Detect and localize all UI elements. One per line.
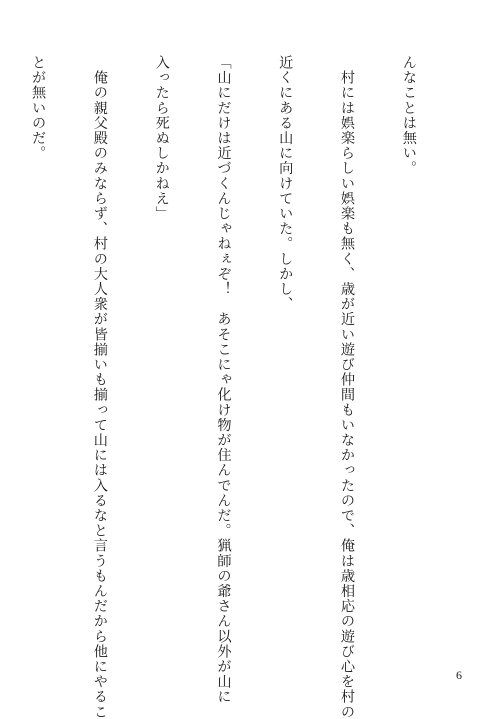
vertical-text-body — [30, 55, 460, 719]
text-line: 近くにある山に向けていた。しかし、 — [277, 55, 294, 312]
text-line: 入ったら死ぬしかねえ」 — [153, 55, 170, 222]
page-number: 6 — [456, 668, 462, 682]
text-line: 俺の親父殿のみならず、村の大人衆が皆揃いも揃って山には入るなと言うもんだから他にやるこ — [91, 55, 108, 719]
text-line: とが無いのだ。 — [30, 55, 47, 161]
text-line: 村には娯楽らしい娯楽も無く、歳が近い遊び仲間もいなかったので、俺は歳相応の遊び心を村の — [339, 55, 356, 719]
text-line: んなことは無い。 — [400, 55, 417, 176]
text-line: 「山にだけは近づくんじゃねぇぞ！ あそこにゃ化け物が住んでんだ。猟師の爺さん以外が山に — [215, 55, 232, 705]
